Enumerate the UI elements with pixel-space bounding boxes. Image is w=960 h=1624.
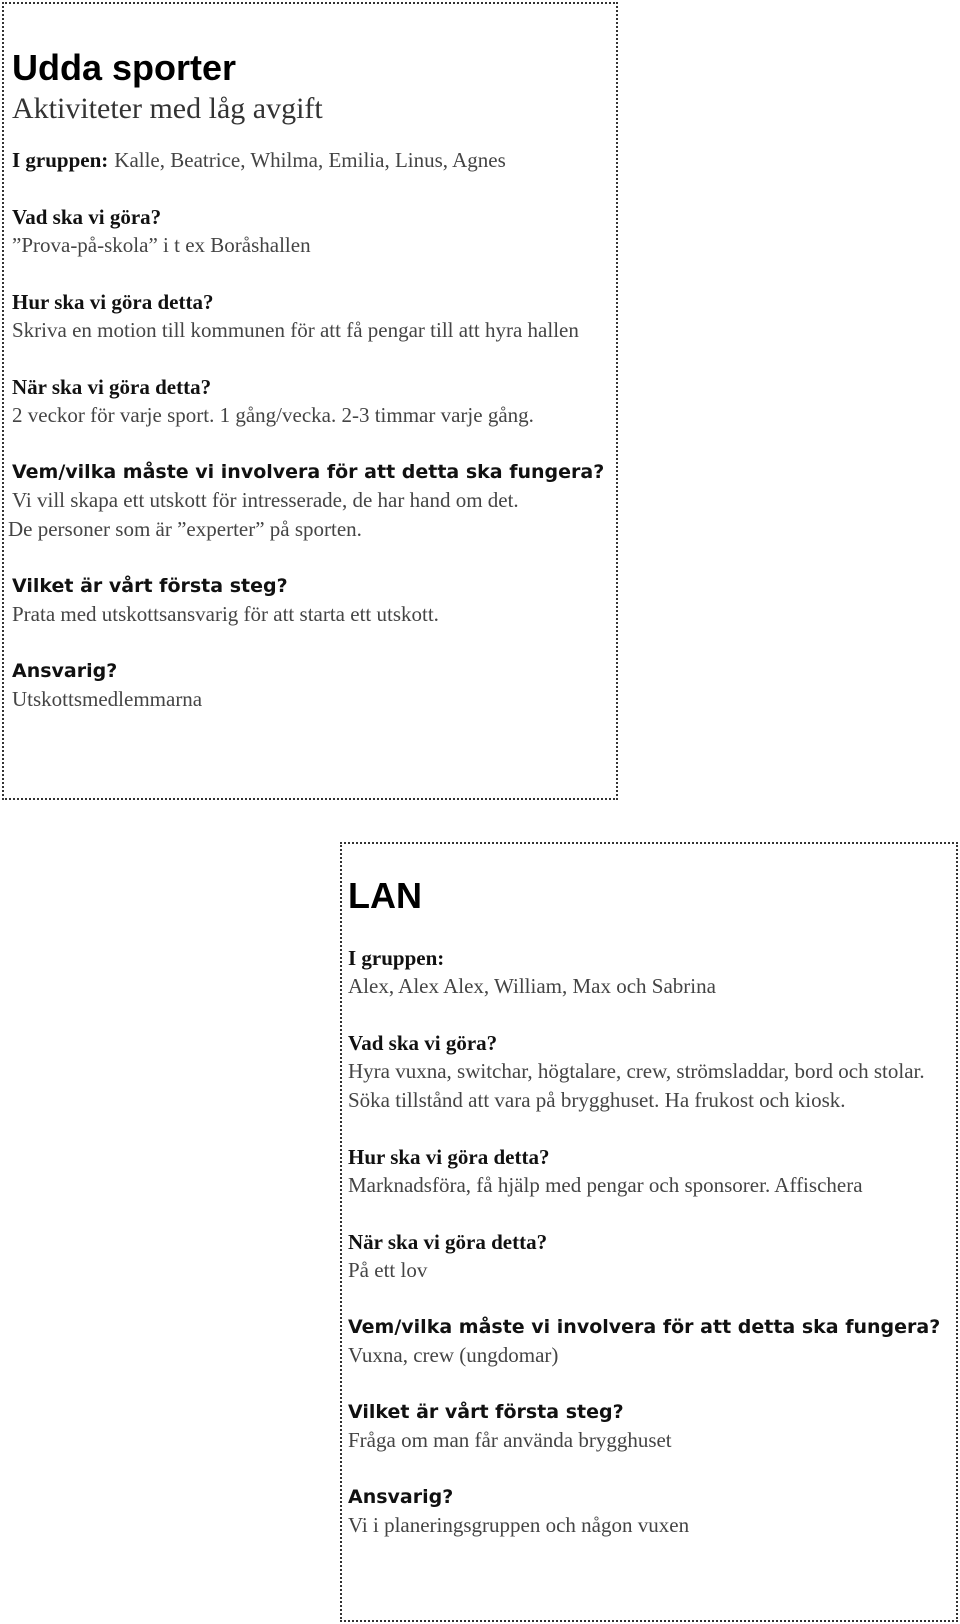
group-section [12, 146, 608, 175]
when-answer: 2 veckor för varje sport. 1 gång/vecka. 2-3 timmar varje gång. [12, 403, 534, 427]
what-question: Vad ska vi göra? [12, 205, 162, 229]
how-answer: Skriva en motion till kommunen för att få pengar till att hyra hallen [12, 318, 579, 342]
when-question: När ska vi göra detta? [348, 1230, 548, 1254]
card-udda-sporter [2, 2, 618, 800]
when-question: När ska vi göra detta? [12, 375, 212, 399]
who-section [8, 458, 608, 544]
first-step-section [12, 572, 608, 629]
when-section [12, 373, 608, 430]
how-question: Hur ska vi göra detta? [348, 1145, 550, 1169]
when-answer: På ett lov [348, 1258, 428, 1282]
how-section [12, 288, 608, 345]
how-question: Hur ska vi göra detta? [12, 290, 214, 314]
card-title: LAN [348, 875, 422, 916]
responsible-answer: Utskottsmedlemmarna [12, 687, 203, 711]
group-value: Kalle, Beatrice, Whilma, Emilia, Linus, Agnes [114, 148, 506, 172]
group-section [348, 944, 948, 1001]
who-question: Vem/vilka måste vi involvera för att detta ska fungera? [348, 1316, 941, 1338]
responsible-answer: Vi i planeringsgruppen och någon vuxen [348, 1513, 690, 1537]
what-answer: Hyra vuxna, switchar, högtalare, crew, strömsladdar, bord och stolar. Söka tillstånd att vara på brygghuset. Ha frukost och kiosk. [348, 1059, 925, 1112]
who-answer-1: Vi vill skapa ett utskott för intresserade, de har hand om det. [12, 488, 519, 512]
group-label: I gruppen: [12, 148, 109, 172]
first-step-question: Vilket är vårt första steg? [12, 575, 288, 597]
what-question: Vad ska vi göra? [348, 1031, 498, 1055]
responsible-section [348, 1483, 948, 1540]
card-subtitle: Aktiviteter med låg avgift [12, 92, 323, 125]
what-section [12, 203, 608, 260]
responsible-question: Ansvarig? [12, 660, 118, 682]
first-step-question: Vilket är vårt första steg? [348, 1401, 624, 1423]
group-label: I gruppen: [348, 946, 445, 970]
first-step-answer: Prata med utskottsansvarig för att starta ett utskott. [12, 602, 439, 626]
card-lan [340, 842, 958, 1622]
how-answer: Marknadsföra, få hjälp med pengar och sponsorer. Affischera [348, 1173, 863, 1197]
who-answer-2: De personer som är ”experter” på sporten. [8, 517, 362, 541]
who-section [348, 1313, 948, 1370]
group-value: Alex, Alex Alex, William, Max och Sabrina [348, 974, 716, 998]
who-question: Vem/vilka måste vi involvera för att detta ska fungera? [12, 461, 605, 483]
what-section [348, 1029, 948, 1115]
what-answer: ”Prova-på-skola” i t ex Boråshallen [12, 233, 311, 257]
responsible-question: Ansvarig? [348, 1486, 454, 1508]
card-title: Udda sporter [12, 47, 237, 88]
when-section [348, 1228, 948, 1285]
first-step-answer: Fråga om man får använda brygghuset [348, 1428, 672, 1452]
how-section [348, 1143, 948, 1200]
responsible-section [12, 657, 608, 714]
first-step-section [348, 1398, 948, 1455]
who-answer: Vuxna, crew (ungdomar) [348, 1343, 559, 1367]
